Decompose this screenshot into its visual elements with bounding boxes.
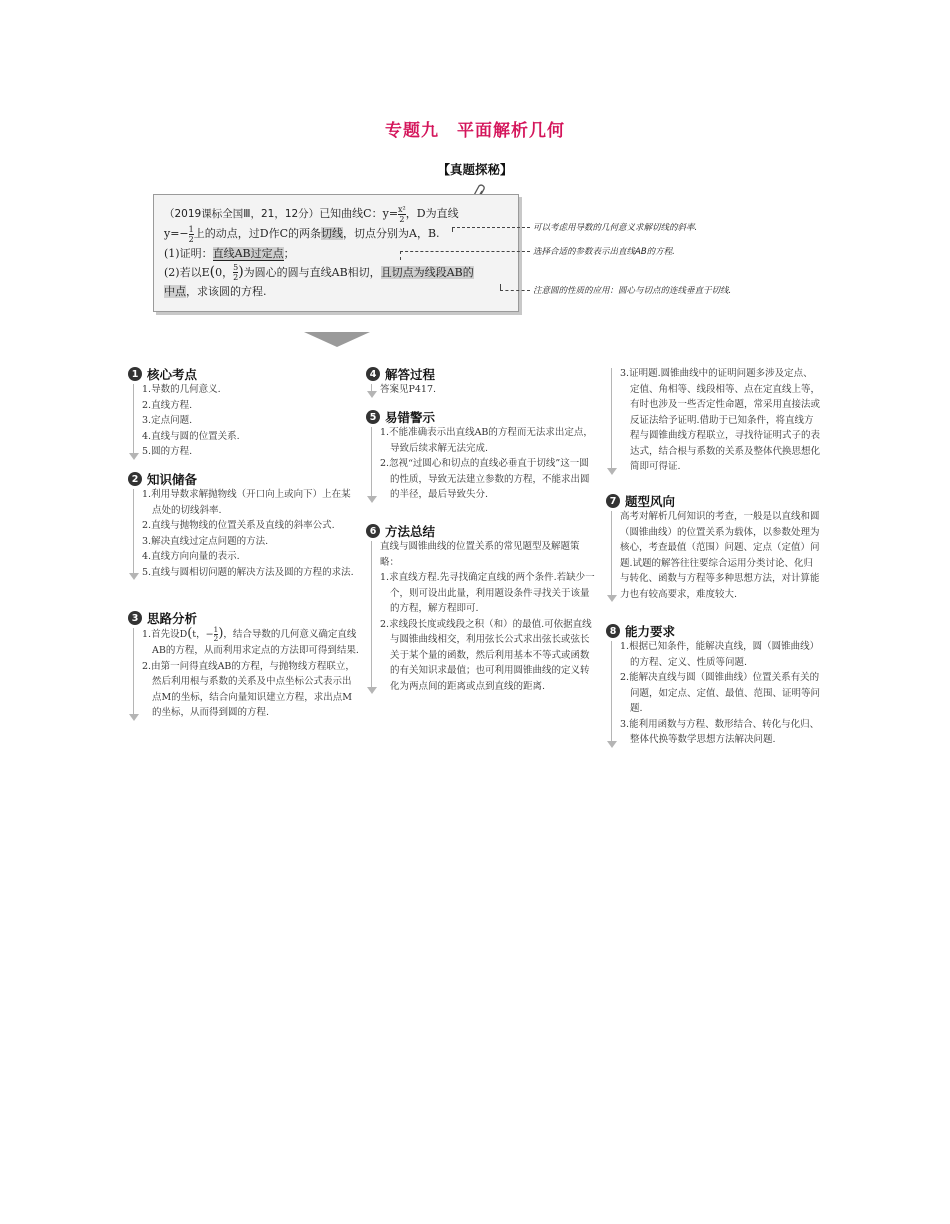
arrow-down-icon <box>129 453 139 460</box>
problem-box <box>153 194 519 312</box>
curve-fraction: $\frac{\text{x²}}{2}$ <box>398 204 406 224</box>
d-fraction: $\frac{1}{2}$ <box>213 625 219 643</box>
line-fraction: $\frac{1}{2}$ <box>188 224 194 244</box>
down-arrow-icon <box>304 332 370 347</box>
arrow-down-icon <box>367 391 377 398</box>
section-abilities: 8 能力要求 1.根据已知条件，能解决直线，圆（圆锥曲线）的方程、定义、性质等问题. 2.能解决直线与圆（圆锥曲线）位置关系有关的问题，如定点、定值、最值、范围、证明等问题. 3.能利用函数与方程、数形结合、转化与化归、整体代换等数学思想方法解决问题. <box>606 623 822 748</box>
number-badge-icon: 5 <box>366 410 380 424</box>
arrow-down-icon <box>607 468 617 475</box>
section-title: 解答过程 <box>385 367 436 382</box>
section-title: 易错警示 <box>385 410 436 425</box>
arrow-down-icon <box>367 687 377 694</box>
section-title: 题型风向 <box>625 494 676 509</box>
arrow-down-icon <box>607 741 617 748</box>
problem-part-2: (2)若以E(0， $\frac{5}{2}$ )为圆心的圆与直线AB相切，且切点为线段AB的 <box>164 263 474 282</box>
number-badge-icon: 1 <box>128 367 142 381</box>
section-title: 方法总结 <box>385 524 436 539</box>
section-core-points: 1 核心考点 1.导数的几何意义. 2.直线方程. 3.定点问题. 4.直线与圆的位置关系. 5.圆的方程. <box>128 366 360 460</box>
problem-part-1: (1)证明：直线AB过定点； <box>164 246 295 260</box>
section-analysis: 3 思路分析 1.首先设D(t，− $\frac{1}{2}$ )，结合导数的几何意义确定直线AB的方程，从而利用求定点的方法即可得到结果. 2.由第一问得直线AB的方程，与抛物线方程联立，然后利用根与系数的关系及中点坐标公式表示出点M的坐标，结合向量知识建立方程，求出点M的坐标，从而得到圆的方程. <box>128 610 360 721</box>
problem-source: （2019课标全国Ⅲ，21，12分） <box>164 208 320 220</box>
number-badge-icon: 2 <box>128 472 142 486</box>
section-title: 思路分析 <box>147 611 198 626</box>
number-badge-icon: 8 <box>606 624 620 638</box>
note-connector-1 <box>452 227 530 228</box>
problem-line-1: （2019课标全国Ⅲ，21，12分）已知曲线C：y= $\frac{\text{x²}}{2}$ ，D为直线 <box>164 204 459 224</box>
arrow-down-icon <box>129 573 139 580</box>
page-title: 专题九 平面解析几何 <box>385 121 565 141</box>
note-connector-2 <box>400 251 530 252</box>
annotation-note-2: 选择合适的参数表示出直线AB的方程. <box>533 247 675 257</box>
annotation-note-1: 可以考虑用导数的几何意义求解切线的斜率. <box>533 223 698 233</box>
section-title: 能力要求 <box>625 624 676 639</box>
arrow-down-icon <box>607 595 617 602</box>
annotation-note-3: 注意圆的性质的应用：圆心与切点的连线垂直于切线. <box>533 286 732 296</box>
section-knowledge: 2 知识储备 1.利用导数求解抛物线（开口向上或向下）上在某点处的切线斜率. 2.直线与抛物线的位置关系及直线的斜率公式. 3.解决直线过定点问题的方法. 4.直线方向向量的表示. 5.直线与圆相切问题的解决方法及圆的方程的求法. <box>128 471 360 580</box>
section-title: 核心考点 <box>147 367 198 382</box>
section-methods-continued: 3.证明题.圆锥曲线中的证明问题多涉及定点、定值、角相等、线段相等、点在定直线上等，有时也涉及一些否定性命题，常采用直接法或反证法给予证明.借助于已知条件，将直线方程与圆锥曲线方程联立，寻找待证明式子的表达式，结合根与系数的关系及整体代换思想化简即可得证. <box>606 366 822 475</box>
section-title: 知识储备 <box>147 472 198 487</box>
tangent-highlight: 切线 <box>321 227 343 240</box>
section-warnings: 5 易错警示 1.不能准确表示出直线AB的方程而无法求出定点，导致后续求解无法完成. 2.忽视“过圆心和切点的直线必垂直于切线”这一圆的性质，导致无法建立参数的方程，不能求出圆的半径，最后导致失分. <box>366 409 598 503</box>
section-methods: 6 方法总结 直线与圆锥曲线的位置关系的常见题型及解题策略： 1.求直线方程.先寻找确定直线的两个条件.若缺少一个，则可设出此量，利用题设条件寻找关于该量的方程，解方程即可. 2.求线段长度或线段之积（和）的最值.可依据直线与圆锥曲线相交，利用弦长公式求出弦长或弦长关于某个量的函数，然后利用基本不等式或函数的有关知识求最值；也可利用圆锥曲线的定义转化为两点间的距离或点到直线的距离. <box>366 523 598 694</box>
number-badge-icon: 3 <box>128 611 142 625</box>
number-badge-icon: 7 <box>606 494 620 508</box>
number-badge-icon: 4 <box>366 367 380 381</box>
section-trends: 7 题型风向 高考对解析几何知识的考查，一般是以直线和圆（圆锥曲线）的位置关系为载体，以参数处理为核心，考查最值（范围）问题、定点（定值）问题.试题的解答往往要综合运用分类讨论、化归与转化、函数与方程等多种思想方法，对计算能力也有较高要求，难度较大. <box>606 493 822 602</box>
section-subtitle: 【真题探秘】 <box>437 162 513 177</box>
problem-part-2-cont: 中点，求该圆的方程. <box>164 285 267 298</box>
arrow-down-icon <box>129 714 139 721</box>
e-fraction: $\frac{5}{2}$ <box>233 263 239 282</box>
problem-line-2: y=− $\frac{1}{2}$ 上的动点，过D作C的两条切线，切点分别为A，B. <box>164 224 440 244</box>
fixed-point-highlight: 直线AB过定点 <box>212 246 284 260</box>
midpoint-highlight: 且切点为线段AB的 <box>380 265 474 279</box>
arrow-down-icon <box>367 496 377 503</box>
section-solution: 4 解答过程 答案见P417. <box>366 366 598 398</box>
note-connector-3 <box>500 290 530 291</box>
number-badge-icon: 6 <box>366 524 380 538</box>
